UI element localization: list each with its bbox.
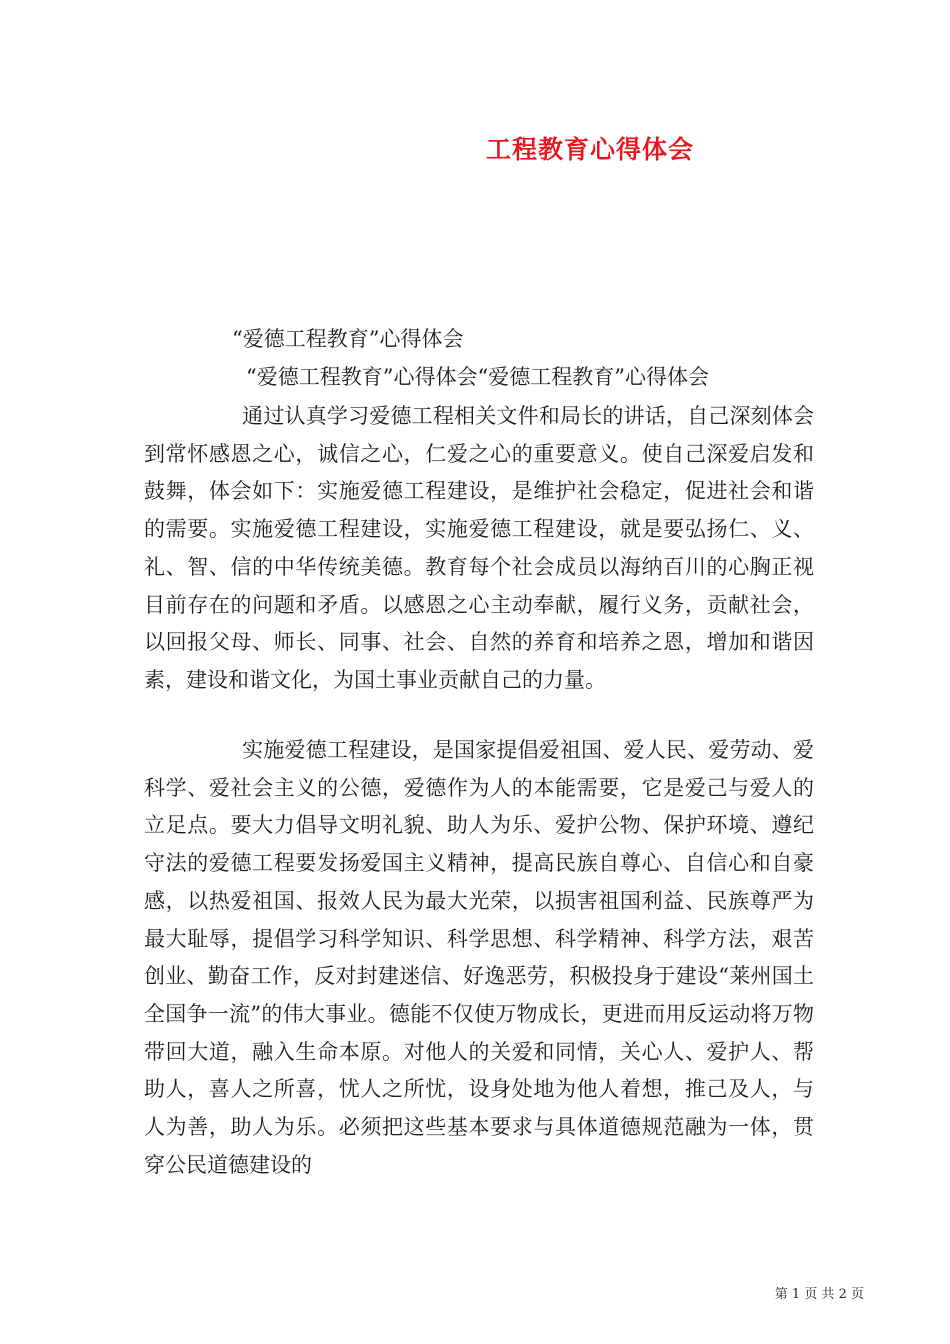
paragraph-2 bbox=[144, 732, 814, 1184]
subtitle-line-2: “爱德工程教育”心得体会“爱德工程教育”心得体会 bbox=[246, 365, 709, 389]
paragraph-2-text: 实施爱德工程建设，是国家提倡爱祖国、爱人民、爱劳动、爱科学、爱社会主义的公德，爱德作为人的本能需要，它是爱己与爱人的立足点。要大力倡导文明礼貌、助人为乐、爱护公物、保护环境、遵纪守法的爱德工程要发扬爱国主义精神，提高民族自尊心、自信心和自豪感，以热爱祖国、报效人民为最大光荣，以损害祖国利益、民族尊严为最大耻辱，提倡学习科学知识、科学思想、科学精神、科学方法，艰苦创业、勤奋工作，反对封建迷信、好逸恶劳，积极投身于建设“莱州国土全国争一流”的伟大事业。德能不仅使万物成长，更进而用反运动将万物带回大道，融入生命本原。对他人的关爱和同情，关心人、爱护人、帮助人，喜人之所喜，忧人之所忧，设身处地为他人着想，推己及人，与人为善，助人为乐。必须把这些基本要求与具体道德规范融为一体，贯穿公民道德建设的 bbox=[144, 738, 814, 1177]
subtitle-line-1: “爱德工程教育”心得体会 bbox=[232, 327, 464, 351]
page-footer: 第 1 页 共 2 页 bbox=[774, 1287, 864, 1302]
paragraph-1-text: 通过认真学习爱德工程相关文件和局长的讲话，自己深刻体会到常怀感恩之心，诚信之心，仁爱之心的重要意义。使自己深爱启发和鼓舞，体会如下：实施爱德工程建设，是维护社会稳定，促进社会和谐的需要。实施爱德工程建设，实施爱德工程建设，就是要弘扬仁、义、礼、智、信的中华传统美德。教育每个社会成员以海纳百川的心胸正视目前存在的问题和矛盾。以感恩之心主动奉献，履行义务，贡献社会，以回报父母、师长、同事、社会、自然的养育和培养之恩，增加和谐因素，建设和谐文化，为国土事业贡献自己的力量。 bbox=[144, 404, 814, 692]
document-title: 工程教育心得体会 bbox=[485, 135, 694, 164]
paragraph-1 bbox=[144, 398, 814, 700]
